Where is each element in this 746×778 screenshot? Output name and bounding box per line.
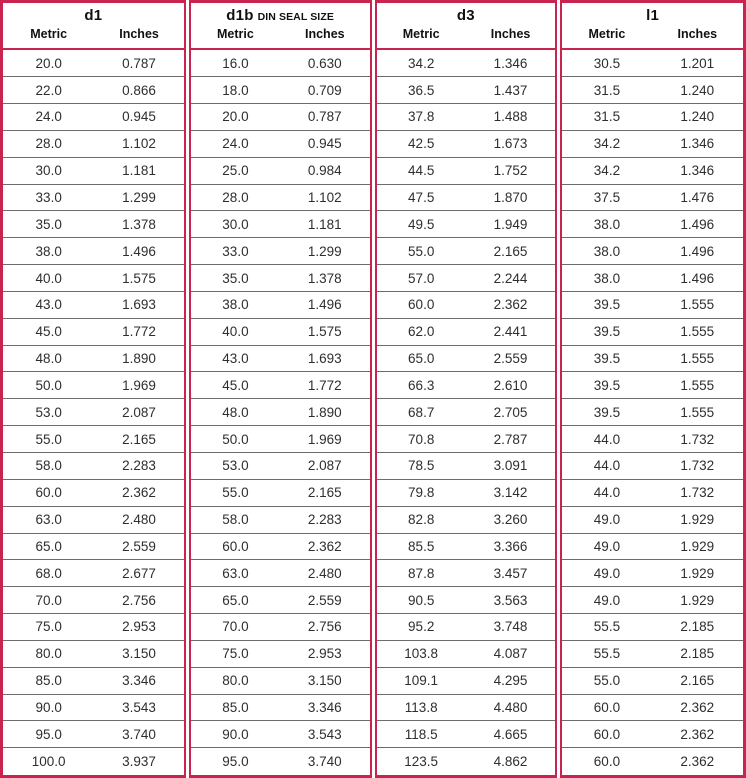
cell-d1b-metric: 28.0 xyxy=(187,184,280,211)
cell-d1b-inches: 2.087 xyxy=(280,453,373,480)
cell-d1-inches: 1.496 xyxy=(94,238,187,265)
cell-d1b-inches: 1.693 xyxy=(280,345,373,372)
cell-d1-metric: 28.0 xyxy=(2,130,95,157)
table-row xyxy=(2,372,745,399)
table-row xyxy=(2,426,745,453)
cell-d3-metric: 70.8 xyxy=(373,426,466,453)
cell-d1-inches: 2.480 xyxy=(94,506,187,533)
cell-d1b-metric: 16.0 xyxy=(187,49,280,77)
table-row xyxy=(2,667,745,694)
cell-d3-metric: 36.5 xyxy=(373,77,466,104)
cell-d1b-inches: 1.102 xyxy=(280,184,373,211)
cell-d3-inches: 4.862 xyxy=(466,748,559,777)
cell-l1-inches: 1.555 xyxy=(652,291,745,318)
cell-d3-metric: 68.7 xyxy=(373,399,466,426)
cell-d1-metric: 30.0 xyxy=(2,157,95,184)
cell-d1-metric: 65.0 xyxy=(2,533,95,560)
cell-l1-inches: 1.732 xyxy=(652,426,745,453)
cell-l1-metric: 31.5 xyxy=(559,104,652,131)
cell-d1b-inches: 1.181 xyxy=(280,211,373,238)
cell-d3-inches: 1.488 xyxy=(466,104,559,131)
cell-d1-metric: 40.0 xyxy=(2,265,95,292)
cell-l1-inches: 1.555 xyxy=(652,318,745,345)
cell-d3-inches: 1.346 xyxy=(466,49,559,77)
cell-d1-inches: 2.756 xyxy=(94,587,187,614)
cell-d1-metric: 70.0 xyxy=(2,587,95,614)
group-title-row xyxy=(2,2,745,25)
cell-d3-metric: 62.0 xyxy=(373,318,466,345)
cell-l1-metric: 31.5 xyxy=(559,77,652,104)
cell-d1b-metric: 95.0 xyxy=(187,748,280,777)
cell-d1b-metric: 53.0 xyxy=(187,453,280,480)
cell-d1b-inches: 0.709 xyxy=(280,77,373,104)
group-title-text: d3 xyxy=(456,7,475,24)
cell-l1-inches: 2.185 xyxy=(652,640,745,667)
cell-d3-inches: 2.244 xyxy=(466,265,559,292)
table-body xyxy=(2,49,745,777)
cell-d1b-inches: 2.559 xyxy=(280,587,373,614)
cell-d1-inches: 1.575 xyxy=(94,265,187,292)
cell-d1-metric: 63.0 xyxy=(2,506,95,533)
column-group-title-l1 xyxy=(559,2,745,25)
cell-d1-metric: 20.0 xyxy=(2,49,95,77)
cell-d1-metric: 60.0 xyxy=(2,479,95,506)
cell-d3-metric: 60.0 xyxy=(373,291,466,318)
cell-l1-metric: 34.2 xyxy=(559,130,652,157)
cell-l1-inches: 1.929 xyxy=(652,533,745,560)
cell-d1b-inches: 3.150 xyxy=(280,667,373,694)
cell-d1b-inches: 2.480 xyxy=(280,560,373,587)
cell-d1b-inches: 3.543 xyxy=(280,721,373,748)
cell-d1-metric: 38.0 xyxy=(2,238,95,265)
cell-d3-inches: 4.087 xyxy=(466,640,559,667)
cell-d3-metric: 85.5 xyxy=(373,533,466,560)
table-row xyxy=(2,184,745,211)
column-header-d3-metric: Metric xyxy=(373,24,466,49)
cell-l1-inches: 2.362 xyxy=(652,694,745,721)
cell-d3-metric: 90.5 xyxy=(373,587,466,614)
cell-d3-inches: 2.362 xyxy=(466,291,559,318)
cell-l1-metric: 49.0 xyxy=(559,533,652,560)
cell-l1-metric: 38.0 xyxy=(559,238,652,265)
cell-d3-metric: 87.8 xyxy=(373,560,466,587)
cell-d1-metric: 45.0 xyxy=(2,318,95,345)
cell-l1-metric: 38.0 xyxy=(559,265,652,292)
cell-d3-metric: 118.5 xyxy=(373,721,466,748)
cell-d3-inches: 2.165 xyxy=(466,238,559,265)
cell-l1-metric: 55.5 xyxy=(559,640,652,667)
cell-d1b-metric: 24.0 xyxy=(187,130,280,157)
cell-d3-inches: 3.563 xyxy=(466,587,559,614)
cell-l1-inches: 1.496 xyxy=(652,238,745,265)
cell-l1-metric: 39.5 xyxy=(559,318,652,345)
cell-d1b-metric: 65.0 xyxy=(187,587,280,614)
cell-l1-metric: 55.0 xyxy=(559,667,652,694)
cell-d3-metric: 82.8 xyxy=(373,506,466,533)
cell-d3-metric: 37.8 xyxy=(373,104,466,131)
cell-d3-metric: 103.8 xyxy=(373,640,466,667)
table-row xyxy=(2,640,745,667)
table-row xyxy=(2,560,745,587)
cell-d1-metric: 43.0 xyxy=(2,291,95,318)
cell-d1-inches: 2.362 xyxy=(94,479,187,506)
cell-d1-inches: 1.378 xyxy=(94,211,187,238)
cell-l1-inches: 1.496 xyxy=(652,211,745,238)
table-row xyxy=(2,265,745,292)
cell-l1-metric: 39.5 xyxy=(559,345,652,372)
cell-d1-inches: 3.346 xyxy=(94,667,187,694)
cell-l1-inches: 1.555 xyxy=(652,399,745,426)
cell-d1b-inches: 0.630 xyxy=(280,49,373,77)
cell-d3-metric: 65.0 xyxy=(373,345,466,372)
cell-d1-inches: 0.787 xyxy=(94,49,187,77)
cell-d1-metric: 85.0 xyxy=(2,667,95,694)
column-header-d3-inches: Inches xyxy=(466,24,559,49)
cell-d1-inches: 3.543 xyxy=(94,694,187,721)
cell-d3-metric: 123.5 xyxy=(373,748,466,777)
cell-d1b-metric: 63.0 xyxy=(187,560,280,587)
table-row xyxy=(2,238,745,265)
cell-d3-inches: 3.142 xyxy=(466,479,559,506)
cell-d1-metric: 50.0 xyxy=(2,372,95,399)
cell-d1b-metric: 38.0 xyxy=(187,291,280,318)
cell-l1-inches: 2.185 xyxy=(652,614,745,641)
cell-l1-inches: 1.240 xyxy=(652,77,745,104)
cell-l1-inches: 1.732 xyxy=(652,479,745,506)
cell-d1b-metric: 90.0 xyxy=(187,721,280,748)
cell-d1b-inches: 2.362 xyxy=(280,533,373,560)
cell-l1-metric: 60.0 xyxy=(559,748,652,777)
cell-d1b-metric: 18.0 xyxy=(187,77,280,104)
cell-d1-inches: 3.150 xyxy=(94,640,187,667)
table-header xyxy=(2,2,745,50)
cell-d1b-inches: 2.756 xyxy=(280,614,373,641)
cell-d1b-metric: 45.0 xyxy=(187,372,280,399)
cell-d1-metric: 24.0 xyxy=(2,104,95,131)
cell-l1-inches: 1.555 xyxy=(652,345,745,372)
table-row xyxy=(2,291,745,318)
cell-d1-metric: 95.0 xyxy=(2,721,95,748)
cell-d1b-metric: 48.0 xyxy=(187,399,280,426)
table-row xyxy=(2,49,745,77)
cell-d1-inches: 3.937 xyxy=(94,748,187,777)
cell-d1-inches: 0.866 xyxy=(94,77,187,104)
cell-d3-inches: 3.457 xyxy=(466,560,559,587)
table-row xyxy=(2,104,745,131)
cell-l1-inches: 1.732 xyxy=(652,453,745,480)
column-header-l1-inches: Inches xyxy=(652,24,745,49)
cell-d3-metric: 49.5 xyxy=(373,211,466,238)
group-title-text: l1 xyxy=(646,7,660,24)
group-title-text: d1 xyxy=(84,7,103,24)
cell-d1b-metric: 50.0 xyxy=(187,426,280,453)
cell-d1b-metric: 80.0 xyxy=(187,667,280,694)
table-row xyxy=(2,721,745,748)
column-group-title-d1b xyxy=(187,2,373,25)
cell-d3-inches: 2.705 xyxy=(466,399,559,426)
cell-d1b-inches: 2.283 xyxy=(280,506,373,533)
cell-d3-metric: 47.5 xyxy=(373,184,466,211)
cell-l1-inches: 1.929 xyxy=(652,506,745,533)
cell-l1-metric: 38.0 xyxy=(559,211,652,238)
cell-d3-metric: 34.2 xyxy=(373,49,466,77)
cell-d1-inches: 2.677 xyxy=(94,560,187,587)
cell-d1b-metric: 75.0 xyxy=(187,640,280,667)
column-header-d1b-inches: Inches xyxy=(280,24,373,49)
table-row xyxy=(2,748,745,777)
cell-d1-inches: 1.102 xyxy=(94,130,187,157)
cell-d1-inches: 1.693 xyxy=(94,291,187,318)
cell-d1-metric: 58.0 xyxy=(2,453,95,480)
column-header-d1-inches: Inches xyxy=(94,24,187,49)
cell-d1-inches: 0.945 xyxy=(94,104,187,131)
cell-d1b-metric: 55.0 xyxy=(187,479,280,506)
cell-d1b-metric: 85.0 xyxy=(187,694,280,721)
cell-l1-inches: 1.346 xyxy=(652,130,745,157)
cell-l1-inches: 2.165 xyxy=(652,667,745,694)
cell-l1-metric: 30.5 xyxy=(559,49,652,77)
cell-d3-metric: 42.5 xyxy=(373,130,466,157)
cell-d1-inches: 1.969 xyxy=(94,372,187,399)
cell-l1-metric: 60.0 xyxy=(559,721,652,748)
cell-l1-inches: 1.240 xyxy=(652,104,745,131)
cell-d1-metric: 75.0 xyxy=(2,614,95,641)
cell-d3-inches: 3.260 xyxy=(466,506,559,533)
cell-l1-inches: 1.201 xyxy=(652,49,745,77)
cell-d1b-metric: 30.0 xyxy=(187,211,280,238)
cell-d1-inches: 1.772 xyxy=(94,318,187,345)
cell-d3-metric: 113.8 xyxy=(373,694,466,721)
cell-l1-inches: 2.362 xyxy=(652,748,745,777)
cell-d1b-inches: 0.945 xyxy=(280,130,373,157)
cell-d3-inches: 2.441 xyxy=(466,318,559,345)
cell-d1b-metric: 60.0 xyxy=(187,533,280,560)
table-row xyxy=(2,211,745,238)
cell-l1-metric: 34.2 xyxy=(559,157,652,184)
cell-d1b-metric: 43.0 xyxy=(187,345,280,372)
table-row xyxy=(2,587,745,614)
cell-d3-inches: 1.673 xyxy=(466,130,559,157)
cell-d3-inches: 1.870 xyxy=(466,184,559,211)
cell-d3-metric: 79.8 xyxy=(373,479,466,506)
cell-l1-inches: 1.346 xyxy=(652,157,745,184)
cell-d3-inches: 4.295 xyxy=(466,667,559,694)
cell-d3-inches: 3.748 xyxy=(466,614,559,641)
column-group-title-d3 xyxy=(373,2,559,25)
cell-d3-inches: 1.949 xyxy=(466,211,559,238)
cell-d1b-metric: 20.0 xyxy=(187,104,280,131)
cell-d1b-inches: 1.772 xyxy=(280,372,373,399)
table-row xyxy=(2,479,745,506)
cell-d3-metric: 78.5 xyxy=(373,453,466,480)
cell-d3-inches: 2.559 xyxy=(466,345,559,372)
cell-d1-metric: 68.0 xyxy=(2,560,95,587)
cell-l1-metric: 37.5 xyxy=(559,184,652,211)
cell-d1b-metric: 25.0 xyxy=(187,157,280,184)
group-title-text: d1b xyxy=(226,7,254,24)
cell-d3-metric: 55.0 xyxy=(373,238,466,265)
cell-d1-inches: 2.559 xyxy=(94,533,187,560)
cell-l1-metric: 44.0 xyxy=(559,426,652,453)
cell-l1-inches: 2.362 xyxy=(652,721,745,748)
cell-d1b-inches: 1.378 xyxy=(280,265,373,292)
cell-d1-inches: 2.165 xyxy=(94,426,187,453)
cell-d1b-metric: 70.0 xyxy=(187,614,280,641)
cell-l1-metric: 49.0 xyxy=(559,587,652,614)
cell-d3-inches: 2.787 xyxy=(466,426,559,453)
cell-l1-metric: 49.0 xyxy=(559,560,652,587)
cell-d1-inches: 2.953 xyxy=(94,614,187,641)
table-row xyxy=(2,130,745,157)
cell-l1-metric: 44.0 xyxy=(559,453,652,480)
table-row xyxy=(2,318,745,345)
cell-d1b-inches: 1.969 xyxy=(280,426,373,453)
cell-l1-inches: 1.929 xyxy=(652,587,745,614)
cell-d3-inches: 1.437 xyxy=(466,77,559,104)
cell-d3-metric: 66.3 xyxy=(373,372,466,399)
cell-d1b-inches: 3.346 xyxy=(280,694,373,721)
cell-d1b-inches: 0.984 xyxy=(280,157,373,184)
cell-l1-metric: 44.0 xyxy=(559,479,652,506)
cell-l1-inches: 1.476 xyxy=(652,184,745,211)
cell-d1-metric: 22.0 xyxy=(2,77,95,104)
cell-l1-inches: 1.555 xyxy=(652,372,745,399)
cell-d1-metric: 48.0 xyxy=(2,345,95,372)
group-subtitle-text: DIN SEAL SIZE xyxy=(257,11,334,23)
column-group-title-d1 xyxy=(2,2,188,25)
cell-d3-inches: 4.665 xyxy=(466,721,559,748)
cell-l1-metric: 39.5 xyxy=(559,399,652,426)
cell-d1-inches: 2.087 xyxy=(94,399,187,426)
cell-d3-inches: 3.366 xyxy=(466,533,559,560)
cell-d1-metric: 55.0 xyxy=(2,426,95,453)
cell-l1-metric: 60.0 xyxy=(559,694,652,721)
cell-d1-metric: 100.0 xyxy=(2,748,95,777)
cell-l1-metric: 39.5 xyxy=(559,372,652,399)
cell-d1b-metric: 35.0 xyxy=(187,265,280,292)
cell-d3-metric: 57.0 xyxy=(373,265,466,292)
column-header-row xyxy=(2,24,745,49)
cell-d1b-metric: 33.0 xyxy=(187,238,280,265)
cell-d1-inches: 3.740 xyxy=(94,721,187,748)
cell-l1-metric: 55.5 xyxy=(559,614,652,641)
cell-l1-metric: 39.5 xyxy=(559,291,652,318)
table-row xyxy=(2,399,745,426)
cell-d3-inches: 1.752 xyxy=(466,157,559,184)
table-row xyxy=(2,533,745,560)
table-row xyxy=(2,506,745,533)
cell-d1b-inches: 3.740 xyxy=(280,748,373,777)
column-header-d1-metric: Metric xyxy=(2,24,95,49)
cell-d1b-inches: 1.496 xyxy=(280,291,373,318)
cell-d3-metric: 109.1 xyxy=(373,667,466,694)
cell-d1b-inches: 1.299 xyxy=(280,238,373,265)
column-header-d1b-metric: Metric xyxy=(187,24,280,49)
table-row xyxy=(2,614,745,641)
cell-d1-metric: 33.0 xyxy=(2,184,95,211)
cell-d1-inches: 1.890 xyxy=(94,345,187,372)
cell-d3-inches: 4.480 xyxy=(466,694,559,721)
cell-d1-inches: 1.181 xyxy=(94,157,187,184)
cell-d1-inches: 2.283 xyxy=(94,453,187,480)
cell-d3-metric: 44.5 xyxy=(373,157,466,184)
column-header-l1-metric: Metric xyxy=(559,24,652,49)
cell-l1-inches: 1.929 xyxy=(652,560,745,587)
cell-d3-inches: 3.091 xyxy=(466,453,559,480)
cell-d1b-metric: 40.0 xyxy=(187,318,280,345)
cell-d1b-metric: 58.0 xyxy=(187,506,280,533)
cell-d1-metric: 80.0 xyxy=(2,640,95,667)
cell-d3-metric: 95.2 xyxy=(373,614,466,641)
cell-d1b-inches: 1.890 xyxy=(280,399,373,426)
cell-d1b-inches: 2.953 xyxy=(280,640,373,667)
cell-d1-metric: 35.0 xyxy=(2,211,95,238)
cell-d1b-inches: 1.575 xyxy=(280,318,373,345)
table-row xyxy=(2,77,745,104)
table-row xyxy=(2,345,745,372)
cell-d1b-inches: 0.787 xyxy=(280,104,373,131)
cell-d1b-inches: 2.165 xyxy=(280,479,373,506)
table-row xyxy=(2,694,745,721)
table-row xyxy=(2,157,745,184)
table-row xyxy=(2,453,745,480)
cell-l1-inches: 1.496 xyxy=(652,265,745,292)
cell-d1-inches: 1.299 xyxy=(94,184,187,211)
cell-d3-inches: 2.610 xyxy=(466,372,559,399)
cell-l1-metric: 49.0 xyxy=(559,506,652,533)
cell-d1-metric: 53.0 xyxy=(2,399,95,426)
cell-d1-metric: 90.0 xyxy=(2,694,95,721)
